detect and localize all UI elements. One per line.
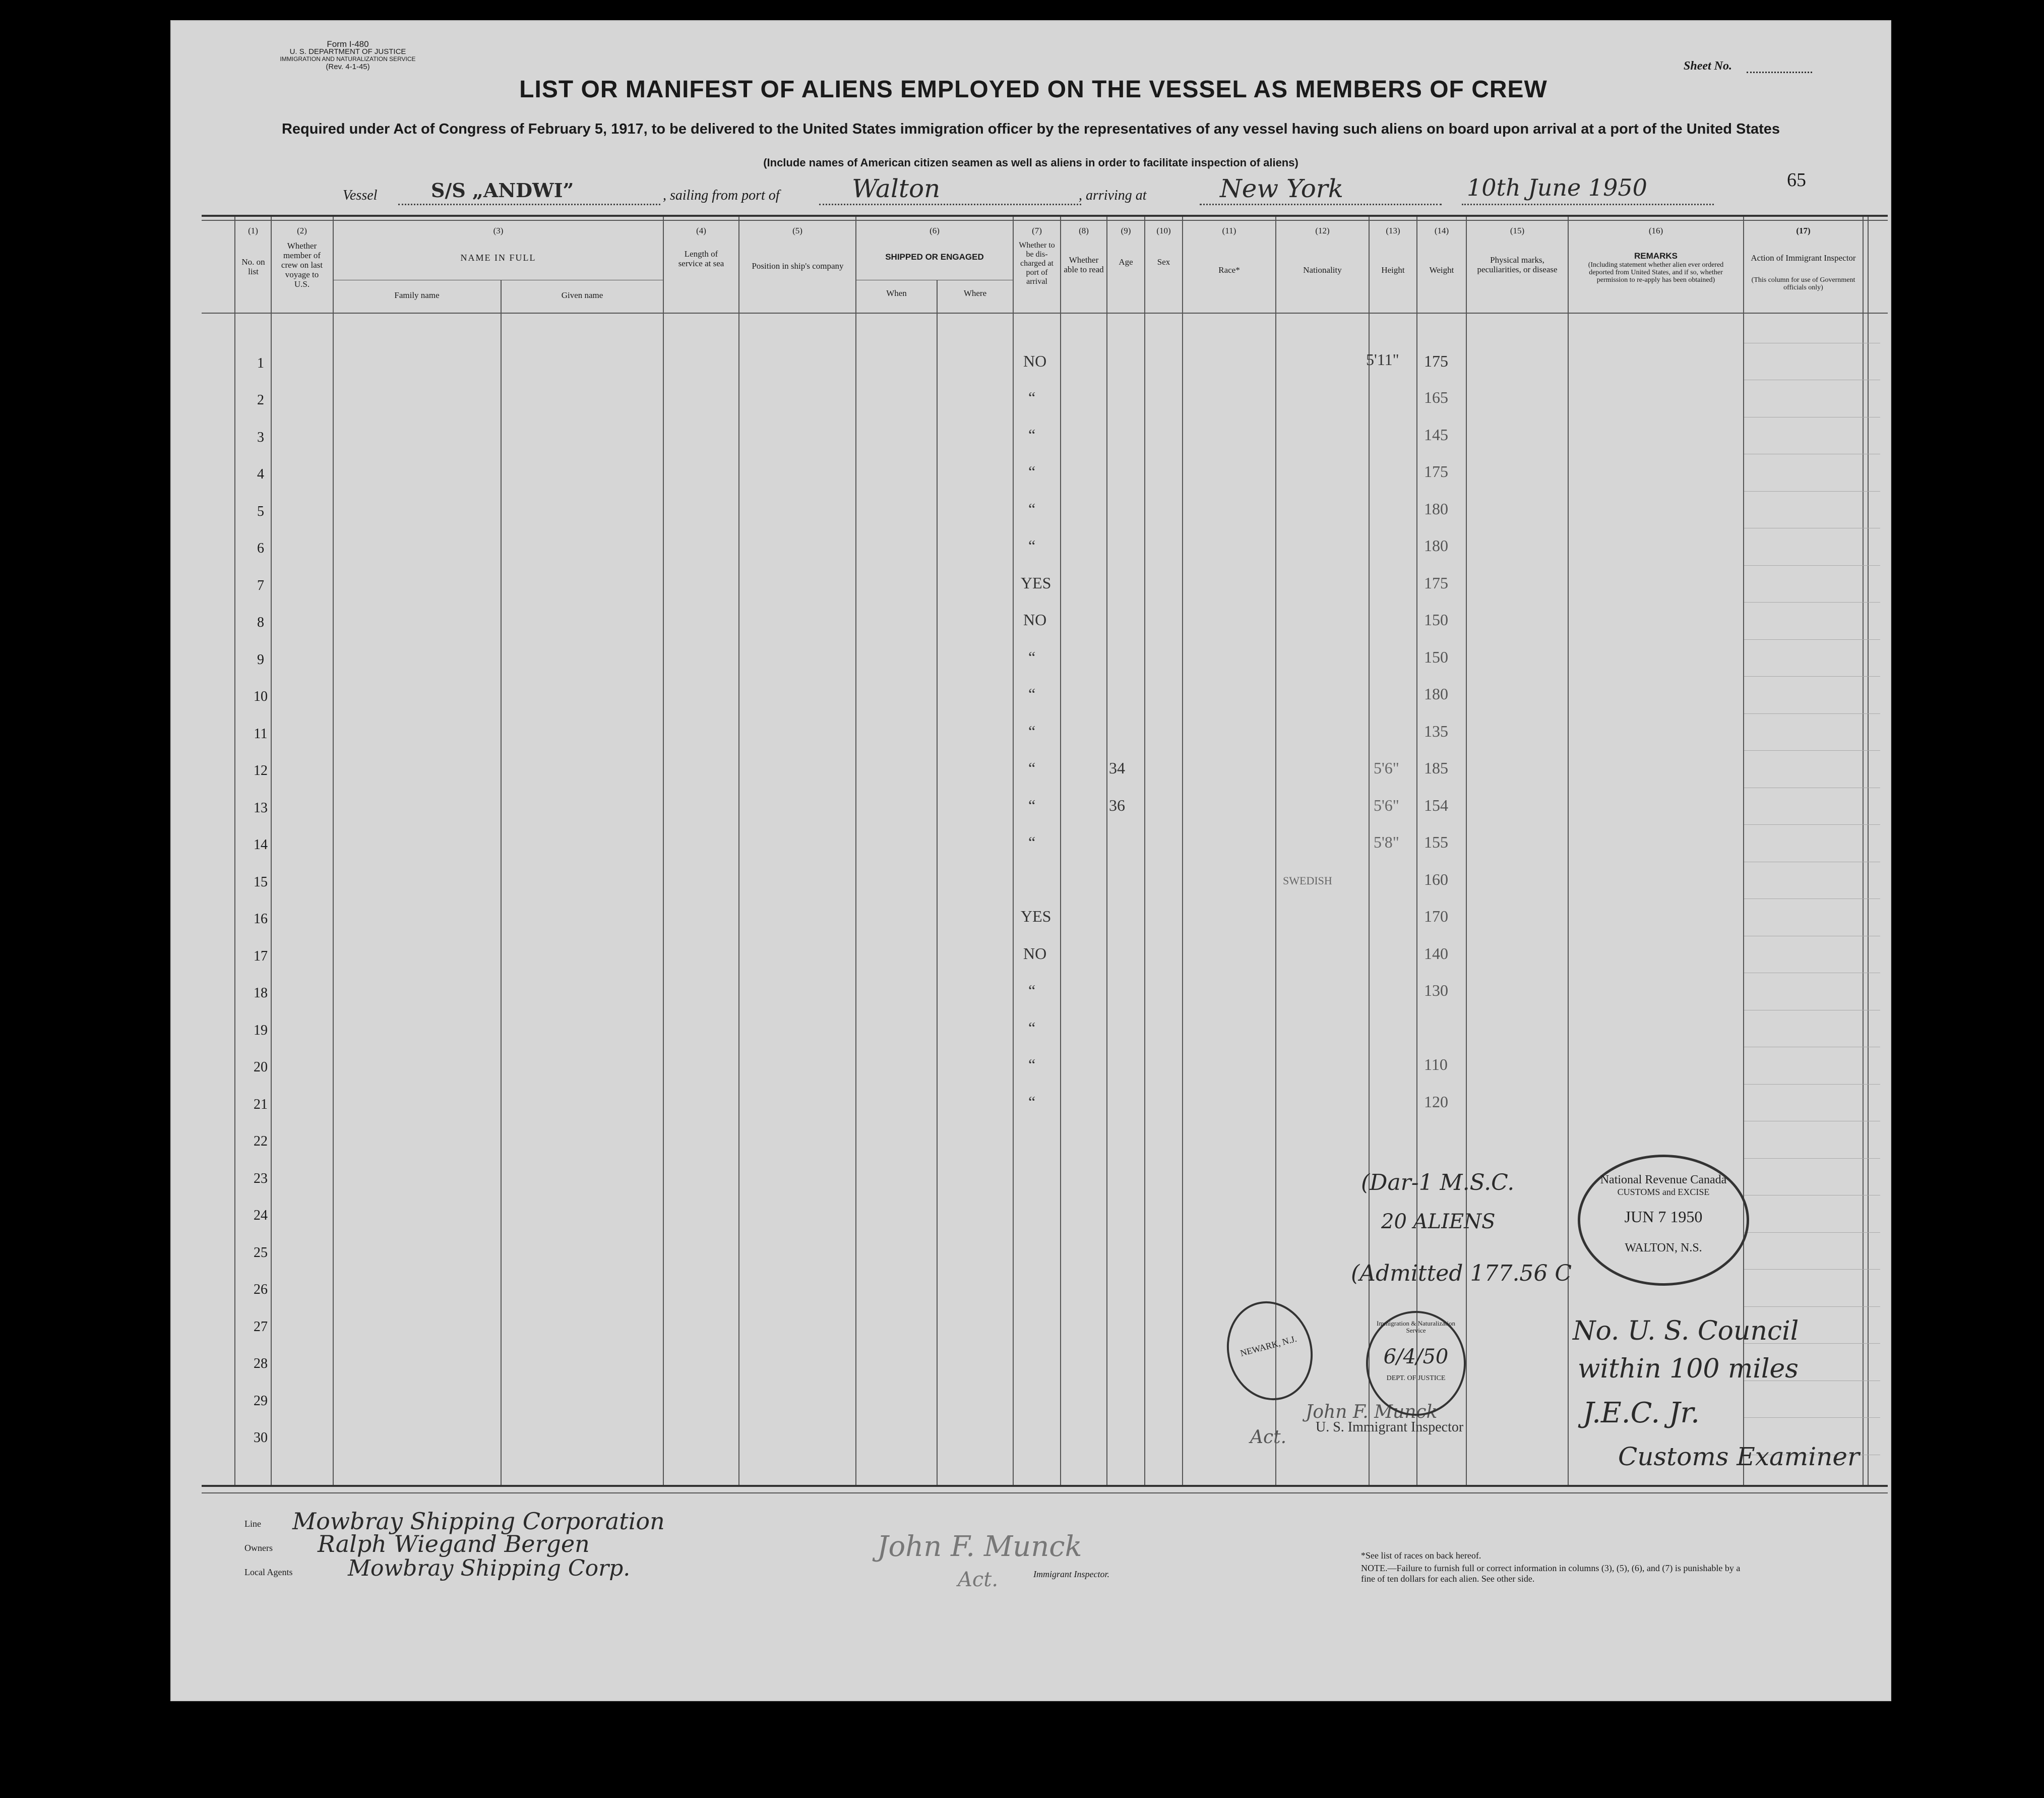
col11-number: (11): [1222, 226, 1236, 235]
row-number: 7: [257, 578, 264, 593]
col17-number: (17): [1796, 226, 1811, 235]
col14-header: Weight: [1429, 265, 1454, 275]
weight-entry: 140: [1424, 944, 1448, 963]
agents-label: Local Agents: [244, 1567, 293, 1577]
ruled-line: [1744, 602, 1880, 603]
col5-header: Position in ship's company: [752, 261, 844, 271]
age-entry: 36: [1109, 796, 1125, 814]
discharge-entry: “: [1028, 500, 1036, 518]
row-number: 9: [257, 652, 264, 668]
col12-number: (12): [1315, 226, 1330, 235]
col10-header: Sex: [1157, 257, 1170, 267]
discharge-entry: “: [1028, 685, 1036, 703]
column-divider: [1106, 217, 1107, 1485]
col3-header: NAME IN FULL: [460, 253, 536, 263]
sailing-underline: [819, 204, 1081, 205]
col15-number: (15): [1510, 226, 1525, 235]
line-label: Line: [244, 1519, 261, 1529]
column-divider: [1743, 217, 1744, 1485]
weight-entry: 175: [1424, 352, 1448, 370]
discharge-entry: NO: [1023, 611, 1047, 629]
column-divider: [1416, 217, 1417, 1485]
discharge-entry: “: [1028, 759, 1036, 777]
stamp-text: Immigration & Naturalization Service: [1377, 1320, 1455, 1334]
row-number: 19: [254, 1023, 268, 1038]
row-number: 16: [254, 911, 268, 927]
column-divider: [1466, 217, 1467, 1485]
ruled-line: [1744, 898, 1880, 899]
row-number: 4: [257, 466, 264, 482]
date-underline: [1462, 204, 1714, 205]
vessel-name: S/S „ANDWI”: [431, 179, 574, 202]
height-entry: 5'11": [1366, 350, 1399, 369]
col9-header: Age: [1119, 257, 1133, 267]
col7-number: (7): [1032, 226, 1042, 235]
weight-entry: 160: [1424, 870, 1448, 888]
ruled-line: [1744, 750, 1880, 751]
weight-entry: 180: [1424, 685, 1448, 703]
weight-entry: 185: [1424, 759, 1448, 777]
owners: Ralph Wiegand Bergen: [318, 1530, 590, 1557]
column-divider: [1868, 217, 1869, 1485]
column-divider: [1144, 217, 1145, 1485]
col16-header: REMARKS: [1634, 251, 1678, 261]
row-number: 12: [254, 763, 268, 778]
height-entry: 5'8": [1374, 833, 1399, 851]
ruled-line: [1744, 1417, 1880, 1418]
ruled-line: [1744, 1232, 1880, 1233]
table-top-border: [202, 215, 1888, 217]
sailing-label: , sailing from port of: [663, 188, 780, 203]
arrival-date: 10th June 1950: [1467, 174, 1647, 201]
col11-header: Race*: [1218, 265, 1240, 275]
table-bottom-border: [202, 1485, 1888, 1487]
customs-examiner: Customs Examiner: [1618, 1442, 1860, 1471]
discharge-entry: “: [1028, 1093, 1036, 1111]
department: U. S. DEPARTMENT OF JUSTICE: [289, 47, 406, 56]
row-number: 10: [254, 689, 268, 704]
canada-customs-stamp: [1578, 1155, 1749, 1286]
ins-dated-stamp: [1366, 1311, 1466, 1416]
column-divider: [1013, 217, 1014, 1485]
weight-entry: 120: [1424, 1093, 1448, 1111]
local-agents: Mowbray Shipping Corp.: [348, 1555, 631, 1581]
row-number: 15: [254, 874, 268, 890]
col4-number: (4): [696, 226, 706, 235]
age-entry: 34: [1109, 759, 1125, 777]
row-number: 11: [254, 726, 268, 742]
weight-entry: 145: [1424, 426, 1448, 444]
handwritten-note: (Admitted 177.56 C: [1351, 1261, 1572, 1286]
discharge-entry: “: [1028, 536, 1036, 555]
col1-number: (1): [248, 226, 258, 235]
col3-number: (3): [493, 226, 504, 235]
row-number: 24: [254, 1208, 268, 1223]
discharge-entry: YES: [1021, 574, 1051, 592]
header-bottom-rule: [202, 313, 1888, 314]
column-divider: [1369, 217, 1370, 1485]
inspector-signature: John F. Munck: [1306, 1402, 1438, 1422]
when-header: When: [886, 288, 907, 298]
col7-header: Whether to be dis-charged at port of arrival: [1019, 241, 1055, 286]
column-divider: [1863, 217, 1864, 1485]
owners-label: Owners: [244, 1543, 273, 1553]
weight-entry: 175: [1424, 462, 1448, 481]
ruled-line: [1744, 676, 1880, 677]
col12-header: Nationality: [1303, 265, 1342, 275]
col16-subheader: (Including statement whether alien ever ordered deported from United States, and if so, whether permission to re-apply has been obtained): [1588, 261, 1724, 284]
row-number: 5: [257, 504, 264, 519]
col10-number: (10): [1156, 226, 1171, 235]
examiner-initials: J.E.C. Jr.: [1583, 1397, 1700, 1429]
row-number: 6: [257, 541, 264, 556]
row-number: 21: [254, 1097, 268, 1112]
page-title: LIST OR MANIFEST OF ALIENS EMPLOYED ON THE VESSEL AS MEMBERS OF CREW: [519, 76, 1547, 103]
handwritten-remark: No. U. S. Council: [1573, 1316, 1799, 1346]
ruled-line: [1744, 491, 1880, 492]
where-header: Where: [963, 288, 987, 298]
column-divider: [937, 280, 938, 1485]
col17-subheader: (This column for use of Government officials only): [1751, 276, 1855, 291]
table-top-rule: [202, 220, 1888, 221]
column-divider: [501, 280, 502, 1485]
col13-header: Height: [1381, 265, 1405, 275]
column-divider: [1275, 217, 1276, 1485]
discharge-entry: “: [1028, 796, 1036, 814]
row-number: 20: [254, 1059, 268, 1075]
form-identifier: [237, 40, 459, 71]
footer-signature: John F. Munck: [877, 1530, 1082, 1563]
sheet-number-line: [1747, 72, 1812, 73]
sailing-port: Walton: [852, 174, 941, 203]
col6-number: (6): [930, 226, 940, 235]
weight-entry: 130: [1424, 981, 1448, 999]
weight-entry: 180: [1424, 500, 1448, 518]
column-divider: [663, 217, 664, 1485]
discharge-entry: “: [1028, 1055, 1036, 1073]
col14-number: (14): [1434, 226, 1449, 235]
row-number: 26: [254, 1282, 268, 1297]
ruled-line: [1744, 1158, 1880, 1159]
footer-inspector-label: Immigrant Inspector.: [1033, 1569, 1109, 1579]
col2-header: Whether member of crew on last voyage to U.S.: [281, 241, 323, 289]
column-divider: [1182, 217, 1183, 1485]
vessel-underline: [398, 204, 660, 205]
row-number: 29: [254, 1393, 268, 1409]
col6-header: SHIPPED OR ENGAGED: [885, 252, 984, 262]
column-divider: [1060, 217, 1061, 1485]
stamp-text: WALTON, N.S.: [1625, 1241, 1702, 1254]
column-divider: [333, 217, 334, 1485]
col8-number: (8): [1079, 226, 1089, 235]
discharge-entry: “: [1028, 833, 1036, 851]
discharge-entry: “: [1028, 648, 1036, 666]
footer-signature-note: Act.: [958, 1568, 999, 1591]
form-number: Form I-480: [327, 39, 369, 49]
weight-entry: 150: [1424, 648, 1448, 666]
page-number: 65: [1787, 169, 1806, 191]
row-number: 17: [254, 948, 268, 964]
col13-number: (13): [1386, 226, 1400, 235]
row-number: 3: [257, 430, 264, 445]
col4-header: Length of service at sea: [678, 249, 724, 268]
weight-entry: 110: [1424, 1055, 1448, 1073]
ruled-line: [1744, 713, 1880, 714]
column-divider: [1568, 217, 1569, 1485]
handwritten-remark: within 100 miles: [1578, 1354, 1799, 1384]
row-number: 22: [254, 1133, 268, 1149]
instruction-note: (Include names of American citizen seamen as well as aliens in order to facilitate inspection of aliens): [763, 156, 1298, 169]
handwritten-note: 20 ALIENS: [1381, 1210, 1496, 1233]
stamp-text: DEPT. OF JUSTICE: [1386, 1374, 1446, 1382]
discharge-entry: “: [1028, 722, 1036, 740]
handwritten-note: (Dar-1 M.S.C.: [1361, 1170, 1515, 1195]
page-subtitle: Required under Act of Congress of February 5, 1917, to be delivered to the United States immigration officer by the representatives of any vessel having such aliens on board upon arrival at a port of the United States: [281, 121, 1780, 137]
discharge-entry: “: [1028, 388, 1036, 406]
arriving-port: New York: [1220, 174, 1343, 203]
discharge-entry: NO: [1023, 352, 1047, 370]
ruled-line: [1744, 565, 1880, 566]
height-entry: 5'6": [1374, 759, 1399, 777]
row-number: 13: [254, 800, 268, 816]
arriving-underline: [1200, 204, 1442, 205]
sheet-number-label: Sheet No.: [1684, 59, 1732, 73]
col9-number: (9): [1121, 226, 1131, 235]
shipping-line: Mowbray Shipping Corporation: [292, 1508, 665, 1535]
row-number: 27: [254, 1319, 268, 1335]
inspector-title: U. S. Immigrant Inspector: [1316, 1419, 1464, 1435]
col16-number: (16): [1648, 226, 1663, 235]
weight-entry: 150: [1424, 611, 1448, 629]
weight-entry: 154: [1424, 796, 1448, 814]
weight-entry: 165: [1424, 388, 1448, 406]
family-name-header: Family name: [394, 290, 440, 300]
discharge-entry: YES: [1021, 907, 1051, 925]
col8-header: Whether able to read: [1064, 255, 1104, 274]
row-number: 1: [257, 355, 264, 371]
weight-entry: 180: [1424, 536, 1448, 555]
height-entry: 5'6": [1374, 796, 1399, 814]
row-number: 28: [254, 1356, 268, 1371]
discharge-entry: NO: [1023, 944, 1047, 963]
row-number: 2: [257, 392, 264, 408]
ruled-line: [1744, 1269, 1880, 1270]
footnote-penalty: NOTE.—Failure to furnish full or correct information in columns (3), (5), (6), and (7) is punishable by a fine of ten dollars for each alien. See other side.: [1361, 1563, 1741, 1584]
arriving-label: , arriving at: [1079, 188, 1147, 203]
stamp-date: JUN 7 1950: [1624, 1208, 1703, 1226]
row-number: 8: [257, 615, 264, 630]
stamp-text: National Revenue Canada: [1600, 1173, 1727, 1186]
ruled-line: [1744, 824, 1880, 825]
weight-entry: 175: [1424, 574, 1448, 592]
row-number: 18: [254, 985, 268, 1001]
vessel-label: Vessel: [343, 188, 378, 203]
act-note: Act.: [1250, 1427, 1287, 1448]
discharge-entry: “: [1028, 1018, 1036, 1037]
discharge-entry: “: [1028, 462, 1036, 481]
col17-header: Action of Immigrant Inspector: [1751, 253, 1856, 263]
column-divider: [855, 217, 856, 1485]
column-divider: [234, 217, 235, 1485]
weight-entry: 170: [1424, 907, 1448, 925]
row-number: 25: [254, 1245, 268, 1261]
ruled-line: [1744, 1306, 1880, 1307]
form-revision: (Rev. 4-1-45): [326, 63, 370, 71]
stamp-text: CUSTOMS and EXCISE: [1617, 1187, 1710, 1197]
service: IMMIGRATION AND NATURALIZATION SERVICE: [280, 55, 416, 63]
row-number: 30: [254, 1430, 268, 1446]
discharge-entry: “: [1028, 981, 1036, 999]
col5-number: (5): [792, 226, 802, 235]
weight-entry: 155: [1424, 833, 1448, 851]
col15-header: Physical marks, peculiarities, or disease: [1477, 255, 1558, 274]
given-name-header: Given name: [561, 290, 603, 300]
column-divider: [738, 217, 739, 1485]
discharge-entry: “: [1028, 426, 1036, 444]
table-bottom-rule: [202, 1492, 1888, 1493]
row-number: 23: [254, 1171, 268, 1186]
footnote-races: *See list of races on back hereof.: [1361, 1550, 1481, 1561]
col1-header: No. on list: [241, 257, 265, 276]
ruled-line: [1744, 639, 1880, 640]
row-number: 14: [254, 837, 268, 853]
nationality-entry: SWEDISH: [1283, 874, 1332, 887]
weight-entry: 135: [1424, 722, 1448, 740]
ruled-line: [1744, 1084, 1880, 1085]
col2-number: (2): [297, 226, 307, 235]
stamp-text: NEWARK, N.J.: [1239, 1333, 1298, 1358]
stamp-date: 6/4/50: [1383, 1345, 1449, 1368]
